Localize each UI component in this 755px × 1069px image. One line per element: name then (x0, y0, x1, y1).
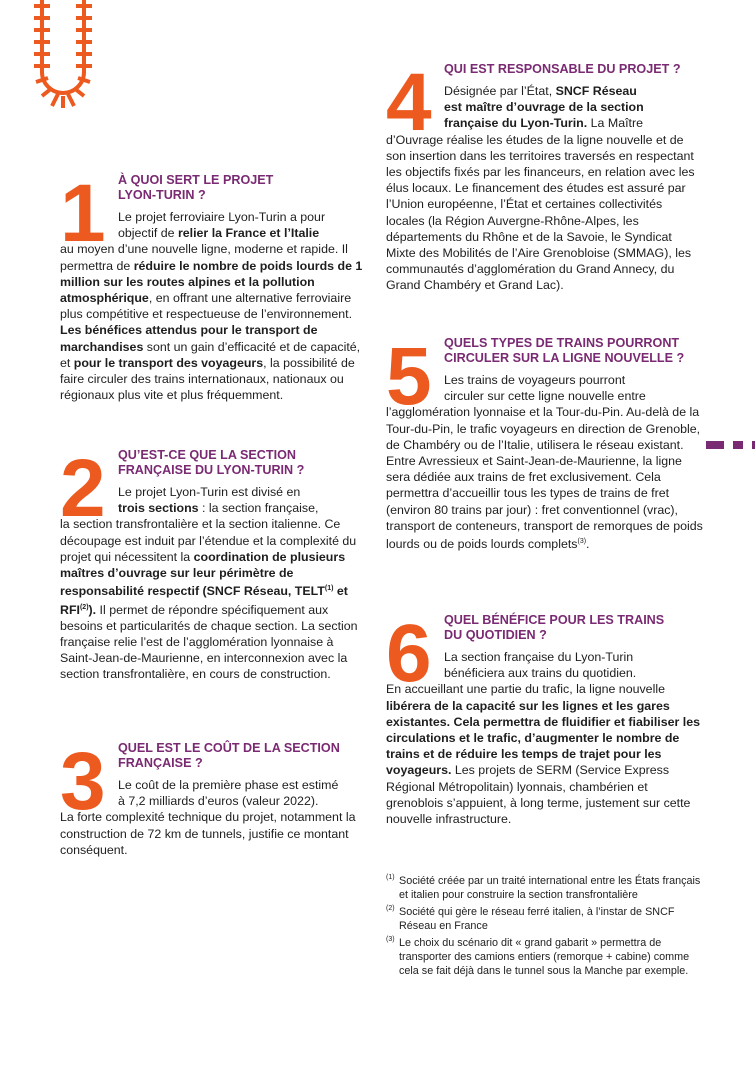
section-title: QUELS TYPES DE TRAINS POURRONT CIRCULER SUR LA LIGNE NOUVELLE ? (444, 336, 685, 365)
section-lead: Le projet Lyon-Turin est divisé en trois sections : la section française, (118, 485, 319, 516)
footnote: $^{(1)}$ Société créée par un traité international entre les États français et italien pour construire la section transfrontalière (386, 874, 701, 901)
section-body: au moyen d’une nouvelle ligne, moderne et rapide. Il permettra de réduire le nombre de poids lourds de 1 million sur les routes alpines et la pollution atmosphérique, en offrant une alternative ferroviaire plus compétitive et respectueuse de l’environnement. Les bénéfices attendus pour le transport de marchandises sont un gain d’efficacité et de capacité, et pour le transport des voyageurs, la possibilité de faire circuler des trains internationaux, nationaux ou régionaux plus vite et plus fréquemment. (60, 242, 363, 403)
section-number: 6 (386, 608, 430, 699)
footnote: $^{(2)}$ Société qui gère le réseau ferré italien, à l’instar de SNCF Réseau en France (386, 905, 675, 932)
footnotes (386, 874, 706, 981)
section-lead: Désignée par l’État, SNCF Réseau est maître d’ouvrage de la section française du Lyon-Turin. La Maître (444, 84, 644, 131)
section-3 (60, 736, 360, 858)
section-body: d’Ouvrage réalise les études de la ligne nouvelle et de son insertion dans les territoires traversés en respectant les objectifs fixés par les financeurs, en relation avec les élus locaux. Le financement des études est assuré par l’Union européenne, l’État et certaines collectivités locales (la Région Auvergne-Rhône-Alpes, les départements du Rhône et de la Savoie, le Syndicat Mixte des Mobilités de l’Aire Grenobloise (SMMAG), les communautés d’agglomération du Grand Annecy, du Grand Chambéry et Grand Lac). (386, 132, 695, 293)
footnote: $^{(3)}$ Le choix du scénario dit « grand gabarit » permettra de transporter des camions entiers (remorque + cabine) comme cela se fait déjà dans le tunnel sous la Manche par exemple. (386, 936, 690, 977)
section-lead: La section française du Lyon-Turin bénéficiera aux trains du quotidien. (444, 650, 637, 681)
section-6 (386, 608, 704, 827)
railway-track-decoration (18, 0, 108, 140)
section-5 (386, 331, 704, 552)
decorative-dash (733, 441, 743, 449)
section-title: À QUOI SERT LE PROJET LYON-TURIN ? (118, 173, 274, 202)
section-title: QUEL EST LE COÛT DE LA SECTION FRANÇAISE ? (118, 741, 340, 770)
section-body: la section transfrontalière et la section italienne. Ce découpage est induit par l’étendue et la complexité du projet qui nécessitent la coordination de plusieurs maîtres d’ouvrage sur leur périmètre de responsabilité respectif (SNCF Réseau, TELT$^{(1)}$ et RFI$^{(2)}$). Il permet de répondre spécifiquement aux besoins et particularités de chaque section. La section française relie l’est de l’agglomération lyonnaise à Saint-Jean-de-Maurienne, en interconnexion avec la section transfrontalière, en cours de construction. (60, 517, 358, 682)
section-number: 4 (386, 57, 430, 148)
section-1 (60, 168, 370, 403)
section-body: En accueillant une partie du trafic, la ligne nouvelle libérera de la capacité sur les lignes et les gares existantes. Cela permettra de fluidifier et fiabiliser les circulations et le trafic, d’augmenter le nombre de trains et de réduire les temps de trajet pour les voyageurs. Les projets de SERM (Service Express Régional Métropolitain) lyonnais, chambérien et grenoblois s’appuient, à long terme, justement sur cette nouvelle infrastructure. (386, 682, 701, 827)
section-body: La forte complexité technique du projet, notamment la construction de 72 km de tunnels, justifie ce montant conséquent. (60, 810, 356, 857)
section-number: 5 (386, 331, 430, 422)
section-2 (60, 443, 360, 683)
section-body: l’agglomération lyonnaise et la Tour-du-Pin. Au-delà de la Tour-du-Pin, le trafic voyageurs en direction de Grenoble, de Chambéry ou de l’Italie, utilisera le réseau existant. Entre Avressieux et Saint-Jean-de-Maurienne, la ligne sera dédiée aux trains de fret exclusivement. Cela permettra d’accueillir tous les types de trains de fret (environ 80 trains par jour) : fret conventionnel (vrac), transport de conteneurs, transport de remorques de poids lourds ou de poids lourds complets$^{(3)}$. (386, 405, 703, 552)
decorative-dash (706, 441, 724, 449)
section-title: QU’EST-CE QUE LA SECTION FRANÇAISE DU LYON-TURIN ? (118, 448, 305, 477)
section-title: QUEL BÉNÉFICE POUR LES TRAINS DU QUOTIDIEN ? (444, 613, 665, 642)
section-number: 2 (60, 443, 104, 534)
section-lead: Le projet ferroviaire Lyon-Turin a pour objectif de relier la France et l’Italie (118, 210, 326, 241)
section-lead: Les trains de voyageurs pourront circuler sur cette ligne nouvelle entre (444, 373, 646, 404)
section-number: 3 (60, 736, 104, 827)
section-title: QUI EST RESPONSABLE DU PROJET ? (444, 62, 681, 76)
section-lead: Le coût de la première phase est estimé à 7,2 milliards d’euros (valeur 2022). (118, 778, 339, 809)
section-number: 1 (60, 168, 104, 259)
section-4 (386, 57, 704, 294)
